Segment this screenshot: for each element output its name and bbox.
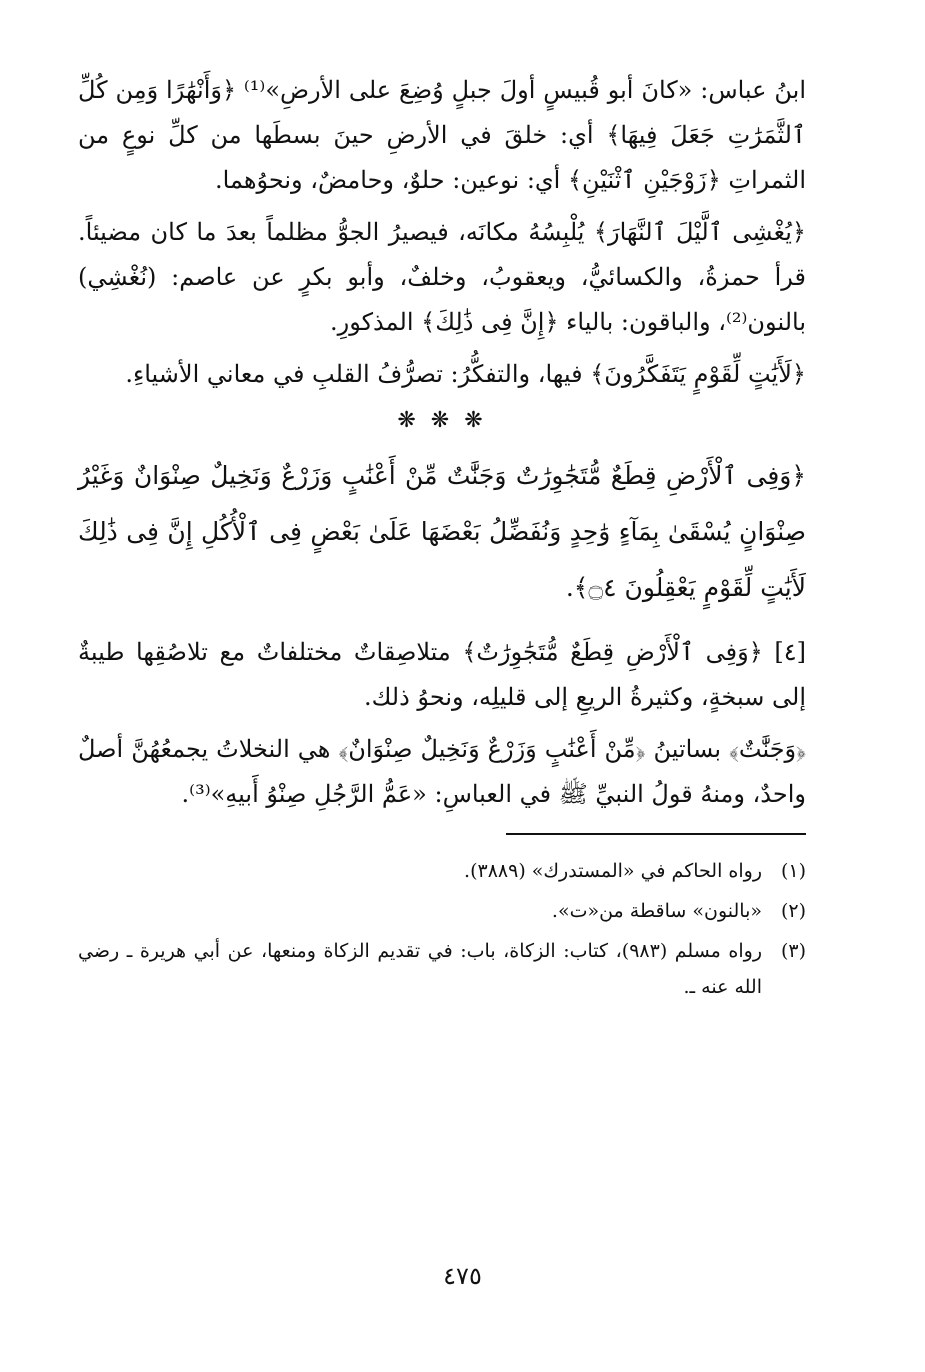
footnote-1 [78, 853, 806, 889]
footnote-text: رواه الحاكم في «المستدرك» (٣٨٨٩). [464, 860, 762, 882]
footnote-text: «بالنون» ساقطة من«ت». [551, 900, 762, 922]
paragraph-3: ﴿لَأَيَٰتٍ لِّقَوْمٍ يَتَفَكَّرُونَ﴾ فيها، والتفكُّرُ: تصرُّفُ القلبِ في معاني الأشياءِ. [125, 360, 806, 388]
paragraph-4: [٤] ﴿وَفِى ٱلْأَرْضِ قِطَعٌ مُّتَجَٰوِرَٰتٌ﴾ متلاصِقاتٌ مختلفاتٌ مع تلاصُقِها طيبةٌ إلى سبخةٍ، وكثيرةُ الريعِ إلى قليلِه، ونحوُ ذلك. [78, 638, 806, 711]
page-number: ٤٧٥ [443, 1262, 482, 1290]
footnote-number: (٣) [780, 940, 806, 962]
page-body [78, 68, 806, 1009]
section-separator: ❋ ❋ ❋ [397, 408, 487, 433]
footnote-number: (٢) [780, 900, 806, 922]
footnote-text: رواه مسلم (٩٨٣)، كتاب: الزكاة، باب: في تقديم الزكاة ومنعها، عن أبي هريرة ـ رضي الله عنه ـ. [78, 940, 763, 998]
paragraph-5: ﴿وَجَنَّٰتٌ﴾ بساتينُ ﴿مِّنْ أَعْنَٰبٍ وَزَرْعٌ وَنَخِيلٌ صِنْوَانٌ﴾ هي النخلاتُ يجمعُهُنَّ أصلٌ واحدٌ، ومنهُ قولُ النبيِّ ﷺ في العباسِ: «عَمُّ الرَّجُلِ صِنْوُ أَبيهِ»⁽³⁾. [78, 735, 806, 808]
footnote-divider [506, 833, 806, 835]
footnote-number: (١) [780, 860, 806, 882]
footnote-3 [78, 933, 806, 1005]
footnote-2 [78, 893, 806, 929]
paragraph-1: ابنُ عباس: «كانَ أبو قُبيسٍ أولَ جبلٍ وُضِعَ على الأرضِ»⁽¹⁾ ﴿وَأَنْهَٰرًا وَمِن كُلِّ ٱلثَّمَرَٰتِ جَعَلَ فِيهَا﴾ أي: خلقَ في الأرضِ حينَ بسطَها من كلِّ نوعٍ من الثمراتِ ﴿زَوْجَيْنِ ٱثْنَيْنِ﴾ أي: نوعين: حلوٌ، وحامضٌ، ونحوُهما. [78, 76, 806, 194]
quran-verse: ﴿وَفِى ٱلْأَرْضِ قِطَعٌ مُّتَجَٰوِرَٰتٌ وَجَنَّٰتٌ مِّنْ أَعْنَٰبٍ وَزَرْعٌ وَنَخِيلٌ صِنْوَانٌ وَغَيْرُ صِنْوَانٍ يُسْقَىٰ بِمَآءٍ وَٰحِدٍ وَنُفَضِّلُ بَعْضَهَا عَلَىٰ بَعْضٍ فِى ٱلْأُكُلِ إِنَّ فِى ذَٰلِكَ لَأَيَٰتٍ لِّقَوْمٍ يَعْقِلُونَ ۝٤﴾. [78, 461, 806, 602]
paragraph-2: ﴿يُغْشِى ٱلَّيْلَ ٱلنَّهَارَ﴾ يُلْبِسُهُ مكانَه، فيصيرُ الجوُّ مظلماً بعدَ ما كان مضيئاً. قرأ حمزةُ، والكسائيُّ، ويعقوبُ، وخلفٌ، وأبو بكرٍ عن عاصم: (نُغْشِي) بالنون⁽²⁾، والباقون: بالياء ﴿إِنَّ فِى ذَٰلِكَ﴾ المذكورِ. [78, 218, 806, 336]
